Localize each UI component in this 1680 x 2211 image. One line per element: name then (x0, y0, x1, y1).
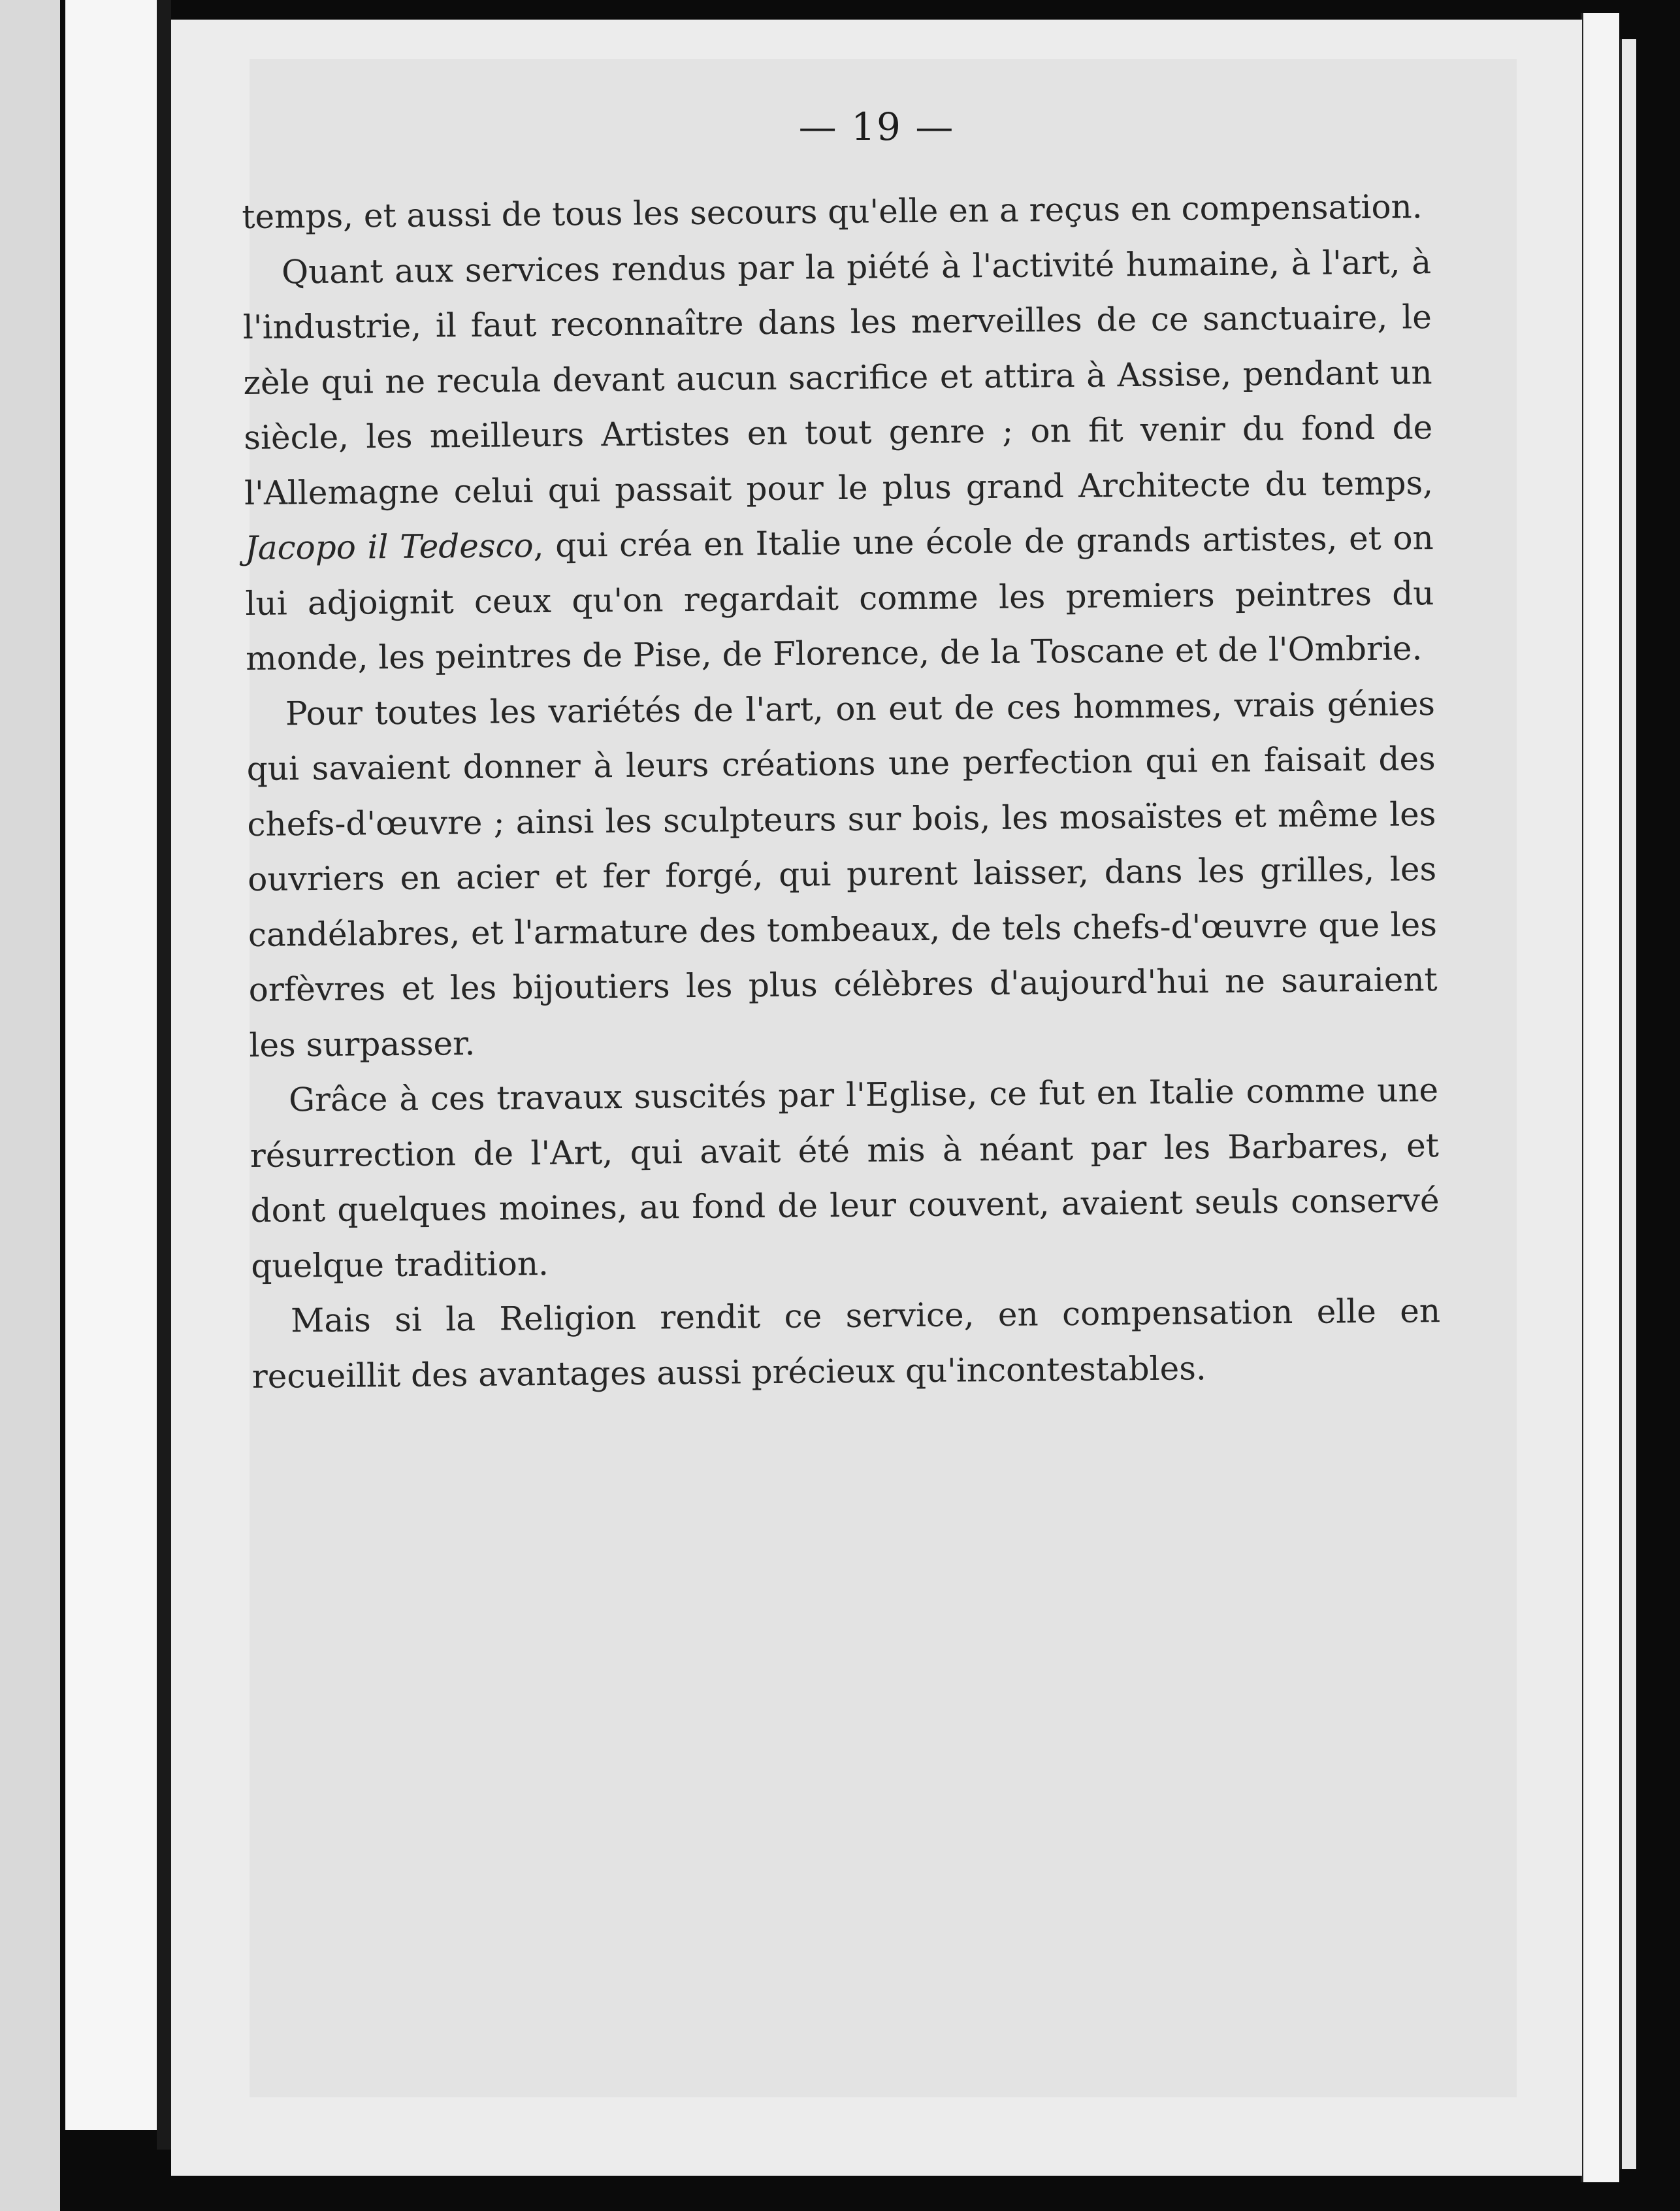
paragraph-4 (250, 1062, 1440, 1294)
book-gutter (157, 0, 171, 2150)
page-stack-edge-inner (1620, 39, 1636, 2169)
page-number: — 19 — (798, 105, 955, 149)
paragraph-2 (242, 235, 1435, 687)
paragraph-4-text: Grâce à ces travaux suscités par l'Eglise, ce fut en Italie comme une résurrection de l'Art, qui avait été mis à néant par les Barbares, et dont quelques moines, au fond de leur couvent, avaient seuls conservé quelque tradition. (250, 1071, 1440, 1285)
left-margin-strip (65, 0, 157, 2130)
paragraph-2-text-before: Quant aux services rendus par la piété à l'activité humaine, à l'art, à l'industrie, il faut reconnaître dans les merveilles de ce sanctuaire, le zèle qui ne recula devant aucun sacrifice et attira à Assise, pendant un siècle, les meilleurs Artistes en tout genre ; on fit venir du fond de l'Allemagne celui qui passait pour le plus grand Architecte du temps, (242, 242, 1434, 512)
paragraph-1-text: temps, et aussi de tous les secours qu'elle en a reçus en compensation. (242, 188, 1423, 236)
paragraph-5 (251, 1283, 1441, 1404)
paragraph-3 (246, 676, 1438, 1073)
paragraph-2-text-after: , qui créa en Italie une école de grands artistes, et on lui adjoignit ceux qu'on regardait comme les premiers peintres du monde, les peintres de Pise, de Florence, de la Toscane et de l'Ombrie. (245, 519, 1434, 678)
body-text (242, 179, 1441, 1404)
architect-name: Jacopo il Tedesco (244, 527, 534, 567)
page-stack-edge (1581, 13, 1619, 2182)
adjacent-page-edge (0, 0, 60, 2211)
paragraph-1 (242, 179, 1431, 244)
paragraph-3-text: Pour toutes les variétés de l'art, on eut de ces hommes, vrais génies qui savaient donner à leurs créations une perfection qui en faisait des chefs-d'œuvre ; ainsi les sculpteurs sur bois, les mosaïstes et même les ouvriers en acier et fer forgé, qui purent laisser, dans les grilles, les candélabres, et l'armature des tombeaux, de tels chefs-d'œuvre que les orfèvres et les bijoutiers les plus célèbres d'aujourd'hui ne sauraient les surpasser. (246, 684, 1438, 1064)
paragraph-5-text: Mais si la Religion rendit ce service, en compensation elle en recueillit des avantages aussi précieux qu'incontestables. (251, 1292, 1441, 1396)
